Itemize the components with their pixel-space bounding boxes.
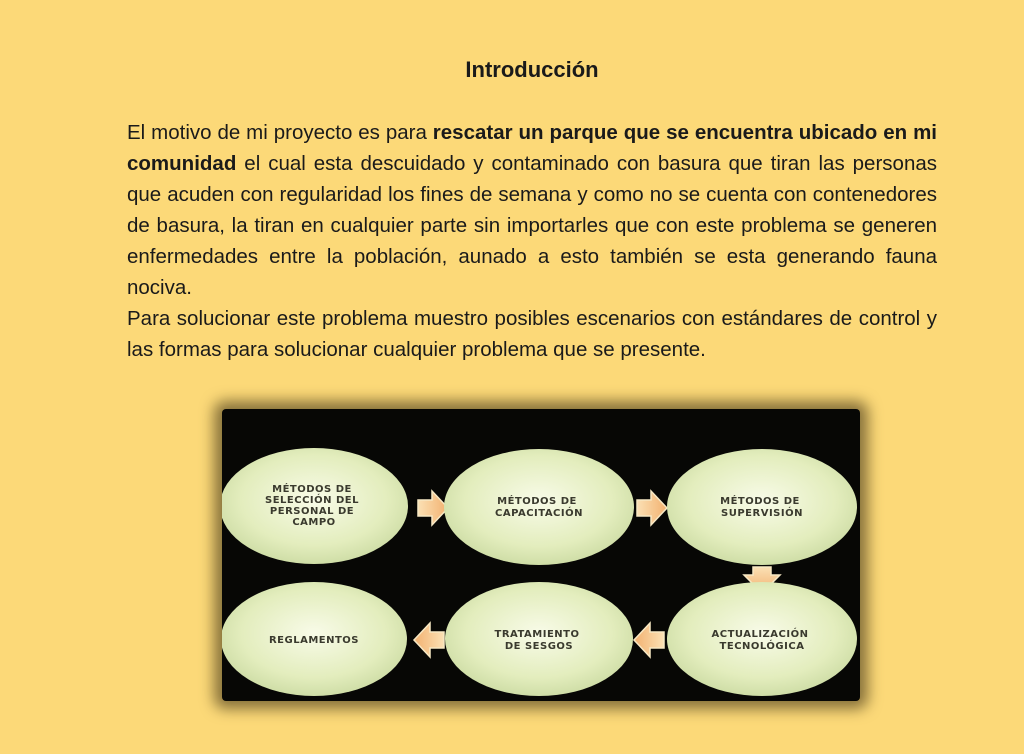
node-capacitacion bbox=[444, 449, 634, 565]
node-sesgos-line-2: DE SESGOS bbox=[504, 641, 574, 652]
node-supervision bbox=[667, 449, 857, 565]
intro-text bbox=[127, 117, 937, 365]
node-seleccion-line-1: MÉTODOS DE bbox=[272, 484, 352, 495]
node-seleccion-line-3: PERSONAL DE bbox=[269, 506, 355, 517]
node-capacitacion-label bbox=[495, 494, 583, 519]
node-reglamentos-label bbox=[269, 635, 359, 646]
node-sesgos-label bbox=[495, 629, 584, 652]
arrow-seleccion-to-capacitacion bbox=[418, 491, 448, 525]
node-capacitacion-line-1: MÉTODOS DE bbox=[497, 496, 577, 507]
node-supervision-label bbox=[720, 494, 804, 519]
node-tecnologica-label bbox=[712, 627, 813, 652]
node-supervision-line-2: SUPERVISIÓN bbox=[721, 508, 803, 519]
intro-paragraph-1 bbox=[127, 117, 937, 303]
intro-rest: el cual esta descuidado y contaminado con basura que tiran las personas que acuden con regularidad los fines de semana y como no se cuenta con contenedores de basura, la tiran en cualquier parte sin importarles que con este problema se generen enfermedades entre la población, aunado a esto también se esta generando fauna nociva. bbox=[127, 152, 937, 299]
node-tecnologica-line-2: TECNOLÓGICA bbox=[719, 641, 805, 652]
node-tecnologica-line-1: ACTUALIZACIÓN bbox=[711, 629, 809, 640]
process-diagram-svg bbox=[222, 409, 860, 701]
arrow-sesgos-to-reglamentos bbox=[414, 623, 444, 657]
node-reglamentos-line-1: REGLAMENTOS bbox=[268, 635, 360, 646]
arrow-tecnologica-to-sesgos bbox=[634, 623, 664, 657]
node-capacitacion-line-2: CAPACITACIÓN bbox=[494, 508, 584, 519]
intro-paragraph-2: Para solucionar este problema muestro posibles escenarios con estándares de control y las formas para solucionar cualquier problema que se presente. bbox=[127, 307, 937, 361]
node-supervision-line-1: MÉTODOS DE bbox=[720, 496, 800, 507]
node-sesgos-line-1: TRATAMIENTO bbox=[494, 629, 580, 640]
intro-lead: El motivo de mi proyecto es para bbox=[127, 121, 433, 144]
node-seleccion-line-4: CAMPO bbox=[292, 517, 336, 528]
node-tecnologica bbox=[667, 582, 857, 696]
process-diagram bbox=[222, 409, 860, 701]
node-seleccion bbox=[222, 448, 408, 564]
intro-bold-phrase: rescatar un parque que se encuentra ubicado en mi comunidad bbox=[127, 121, 937, 175]
node-seleccion-line-2: SELECCIÓN DEL bbox=[265, 495, 360, 506]
node-reglamentos bbox=[222, 582, 407, 696]
node-sesgos bbox=[445, 582, 633, 696]
slide-title: Introducción bbox=[465, 57, 599, 82]
arrow-capacitacion-to-supervision bbox=[637, 491, 667, 525]
